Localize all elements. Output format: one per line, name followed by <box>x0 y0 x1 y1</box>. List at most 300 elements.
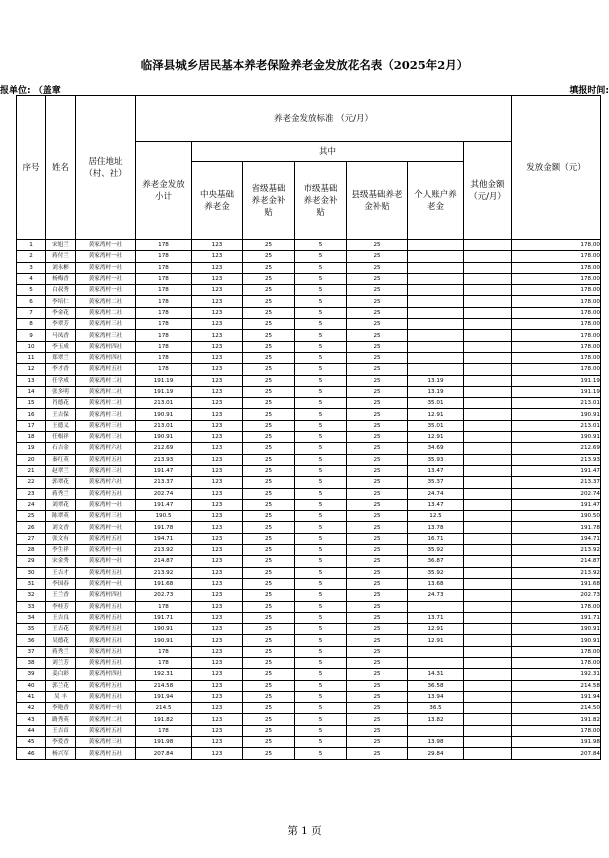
provincial-cell: 25 <box>243 680 295 691</box>
address-cell: 黄家湾村五社 <box>76 624 136 635</box>
seq-cell: 39 <box>17 669 46 680</box>
city-cell: 5 <box>295 703 347 714</box>
other-cell <box>464 669 512 680</box>
central-cell: 123 <box>192 477 243 488</box>
central-cell: 123 <box>192 296 243 307</box>
county-cell: 25 <box>347 307 408 318</box>
provincial-cell: 25 <box>243 578 295 589</box>
county-cell: 25 <box>347 409 408 420</box>
other-cell <box>464 737 512 748</box>
provincial-cell: 25 <box>243 567 295 578</box>
seq-cell: 46 <box>17 748 46 759</box>
name-cell: 王吉保 <box>46 409 76 420</box>
central-cell: 123 <box>192 364 243 375</box>
name-cell: 宋旭兰 <box>46 240 76 251</box>
name-cell: 李国春 <box>46 578 76 589</box>
subtotal-cell: 191.82 <box>136 714 192 725</box>
name-cell: 王吉花 <box>46 624 76 635</box>
central-cell: 123 <box>192 612 243 623</box>
seq-cell: 12 <box>17 364 46 375</box>
central-cell: 123 <box>192 533 243 544</box>
personal-cell <box>408 646 464 657</box>
page-number: 第 1 页 <box>287 825 322 837</box>
city-cell: 5 <box>295 273 347 284</box>
name-cell: 任学成 <box>46 375 76 386</box>
central-cell: 123 <box>192 307 243 318</box>
header-county: 县级基础养老金补贴 <box>347 162 408 240</box>
address-cell: 黄家湾村三社 <box>76 511 136 522</box>
central-cell: 123 <box>192 714 243 725</box>
name-cell: 任根祥 <box>46 432 76 443</box>
amount-cell: 207.84 <box>512 748 601 759</box>
provincial-cell: 25 <box>243 330 295 341</box>
other-cell <box>464 375 512 386</box>
name-cell: 郭兰花 <box>46 680 76 691</box>
provincial-cell: 25 <box>243 273 295 284</box>
name-cell: 肖德花 <box>46 398 76 409</box>
city-cell: 5 <box>295 522 347 533</box>
other-cell <box>464 432 512 443</box>
subtotal-cell: 190.5 <box>136 511 192 522</box>
central-cell: 123 <box>192 511 243 522</box>
table-row <box>17 703 601 714</box>
name-cell: 刘文香 <box>46 522 76 533</box>
header-subtotal: 养老金发放小计 <box>136 142 192 240</box>
subtotal-cell: 213.37 <box>136 477 192 488</box>
amount-cell: 191.68 <box>512 578 601 589</box>
address-cell: 黄家湾村五社 <box>76 364 136 375</box>
address-cell: 黄家湾村三社 <box>76 737 136 748</box>
table-row <box>17 375 601 386</box>
other-cell <box>464 296 512 307</box>
address-cell: 黄家湾村一社 <box>76 251 136 262</box>
city-cell: 5 <box>295 578 347 589</box>
other-cell <box>464 601 512 612</box>
seq-cell: 9 <box>17 330 46 341</box>
table-row <box>17 612 601 623</box>
county-cell: 25 <box>347 533 408 544</box>
personal-cell: 35.01 <box>408 398 464 409</box>
personal-cell <box>408 725 464 736</box>
personal-cell <box>408 341 464 352</box>
subtotal-cell: 178 <box>136 240 192 251</box>
amount-cell: 191.47 <box>512 465 601 476</box>
subtotal-cell: 214.87 <box>136 556 192 567</box>
personal-cell: 13.47 <box>408 465 464 476</box>
provincial-cell: 25 <box>243 522 295 533</box>
seq-cell: 22 <box>17 477 46 488</box>
personal-cell <box>408 364 464 375</box>
table-row <box>17 488 601 499</box>
subtotal-cell: 178 <box>136 364 192 375</box>
provincial-cell: 25 <box>243 725 295 736</box>
amount-cell: 178.00 <box>512 285 601 296</box>
subtotal-cell: 214.58 <box>136 680 192 691</box>
city-cell: 5 <box>295 262 347 273</box>
city-cell: 5 <box>295 737 347 748</box>
personal-cell: 12.91 <box>408 635 464 646</box>
central-cell: 123 <box>192 578 243 589</box>
name-cell: 王吉才 <box>46 567 76 578</box>
county-cell: 25 <box>347 511 408 522</box>
other-cell <box>464 251 512 262</box>
seq-cell: 32 <box>17 590 46 601</box>
county-cell: 25 <box>347 273 408 284</box>
address-cell: 黄家湾村二社 <box>76 714 136 725</box>
seq-cell: 11 <box>17 352 46 363</box>
table-row <box>17 296 601 307</box>
address-cell: 黄家湾村五社 <box>76 646 136 657</box>
central-cell: 123 <box>192 657 243 668</box>
seq-cell: 44 <box>17 725 46 736</box>
seq-cell: 4 <box>17 273 46 284</box>
city-cell: 5 <box>295 375 347 386</box>
seq-cell: 8 <box>17 319 46 330</box>
amount-cell: 191.98 <box>512 737 601 748</box>
table-row <box>17 307 601 318</box>
county-cell: 25 <box>347 578 408 589</box>
reporting-unit-label: 报单位: （盖章 <box>0 86 61 96</box>
seq-cell: 27 <box>17 533 46 544</box>
subtotal-cell: 178 <box>136 352 192 363</box>
subtotal-cell: 178 <box>136 319 192 330</box>
county-cell: 25 <box>347 262 408 273</box>
city-cell: 5 <box>295 612 347 623</box>
amount-cell: 191.19 <box>512 375 601 386</box>
seq-cell: 30 <box>17 567 46 578</box>
subtotal-cell: 191.47 <box>136 499 192 510</box>
city-cell: 5 <box>295 398 347 409</box>
seq-cell: 1 <box>17 240 46 251</box>
other-cell <box>464 352 512 363</box>
name-cell: 刘兰芳 <box>46 657 76 668</box>
amount-cell: 213.37 <box>512 477 601 488</box>
county-cell: 25 <box>347 657 408 668</box>
table-row <box>17 319 601 330</box>
name-cell: 刘永彬 <box>46 262 76 273</box>
seq-cell: 33 <box>17 601 46 612</box>
county-cell: 25 <box>347 240 408 251</box>
name-cell: 李爱香 <box>46 737 76 748</box>
name-cell: 张文有 <box>46 533 76 544</box>
personal-cell <box>408 657 464 668</box>
county-cell: 25 <box>347 691 408 702</box>
provincial-cell: 25 <box>243 375 295 386</box>
provincial-cell: 25 <box>243 341 295 352</box>
amount-cell: 190.91 <box>512 432 601 443</box>
central-cell: 123 <box>192 386 243 397</box>
table-row <box>17 273 601 284</box>
other-cell <box>464 386 512 397</box>
table-row <box>17 240 601 251</box>
county-cell: 25 <box>347 748 408 759</box>
address-cell: 黄家湾村四社 <box>76 341 136 352</box>
provincial-cell: 25 <box>243 612 295 623</box>
table-row <box>17 409 601 420</box>
seq-cell: 34 <box>17 612 46 623</box>
name-cell: 蒋秀兰 <box>46 646 76 657</box>
other-cell <box>464 341 512 352</box>
seq-cell: 2 <box>17 251 46 262</box>
central-cell: 123 <box>192 251 243 262</box>
amount-cell: 202.74 <box>512 488 601 499</box>
seq-cell: 14 <box>17 386 46 397</box>
subtotal-cell: 192.31 <box>136 669 192 680</box>
central-cell: 123 <box>192 273 243 284</box>
personal-cell: 13.71 <box>408 612 464 623</box>
central-cell: 123 <box>192 669 243 680</box>
amount-cell: 178.00 <box>512 341 601 352</box>
amount-cell: 178.00 <box>512 240 601 251</box>
personal-cell: 12.91 <box>408 432 464 443</box>
provincial-cell: 25 <box>243 657 295 668</box>
table-row <box>17 556 601 567</box>
personal-cell <box>408 273 464 284</box>
central-cell: 123 <box>192 601 243 612</box>
central-cell: 123 <box>192 454 243 465</box>
table-row <box>17 420 601 431</box>
personal-cell <box>408 307 464 318</box>
subtotal-cell: 191.47 <box>136 465 192 476</box>
county-cell: 25 <box>347 601 408 612</box>
amount-cell: 190.50 <box>512 511 601 522</box>
other-cell <box>464 567 512 578</box>
provincial-cell: 25 <box>243 307 295 318</box>
seq-cell: 41 <box>17 691 46 702</box>
amount-cell: 213.01 <box>512 398 601 409</box>
central-cell: 123 <box>192 590 243 601</box>
subtotal-cell: 190.91 <box>136 432 192 443</box>
seq-cell: 24 <box>17 499 46 510</box>
address-cell: 黄家湾村三社 <box>76 465 136 476</box>
name-cell: 吴 丰 <box>46 691 76 702</box>
city-cell: 5 <box>295 330 347 341</box>
amount-cell: 213.92 <box>512 545 601 556</box>
central-cell: 123 <box>192 330 243 341</box>
amount-cell: 178.00 <box>512 352 601 363</box>
provincial-cell: 25 <box>243 352 295 363</box>
table-row <box>17 499 601 510</box>
provincial-cell: 25 <box>243 511 295 522</box>
amount-cell: 214.87 <box>512 556 601 567</box>
personal-cell: 35.37 <box>408 477 464 488</box>
central-cell: 123 <box>192 443 243 454</box>
name-cell: 王兰香 <box>46 590 76 601</box>
personal-cell <box>408 296 464 307</box>
provincial-cell: 25 <box>243 624 295 635</box>
amount-cell: 191.94 <box>512 691 601 702</box>
personal-cell: 12.91 <box>408 409 464 420</box>
subtotal-cell: 190.91 <box>136 409 192 420</box>
name-cell: 刘翠花 <box>46 499 76 510</box>
name-cell: 郑翠兰 <box>46 352 76 363</box>
table-row <box>17 635 601 646</box>
other-cell <box>464 465 512 476</box>
provincial-cell: 25 <box>243 240 295 251</box>
subtotal-cell: 213.01 <box>136 398 192 409</box>
city-cell: 5 <box>295 748 347 759</box>
personal-cell: 35.92 <box>408 545 464 556</box>
address-cell: 黄家湾村三社 <box>76 409 136 420</box>
provincial-cell: 25 <box>243 488 295 499</box>
seq-cell: 21 <box>17 465 46 476</box>
other-cell <box>464 714 512 725</box>
seq-cell: 17 <box>17 420 46 431</box>
central-cell: 123 <box>192 499 243 510</box>
table-row <box>17 511 601 522</box>
subtotal-cell: 191.19 <box>136 375 192 386</box>
county-cell: 25 <box>347 556 408 567</box>
table-row <box>17 477 601 488</box>
other-cell <box>464 657 512 668</box>
personal-cell: 24.74 <box>408 488 464 499</box>
central-cell: 123 <box>192 680 243 691</box>
other-cell <box>464 725 512 736</box>
other-cell <box>464 590 512 601</box>
county-cell: 25 <box>347 624 408 635</box>
city-cell: 5 <box>295 533 347 544</box>
name-cell: 张多明 <box>46 386 76 397</box>
address-cell: 黄家湾村一社 <box>76 285 136 296</box>
city-cell: 5 <box>295 477 347 488</box>
subtotal-cell: 213.92 <box>136 545 192 556</box>
county-cell: 25 <box>347 375 408 386</box>
subtotal-cell: 191.68 <box>136 578 192 589</box>
other-cell <box>464 330 512 341</box>
amount-cell: 178.00 <box>512 296 601 307</box>
other-cell <box>464 680 512 691</box>
personal-cell: 12.91 <box>408 624 464 635</box>
provincial-cell: 25 <box>243 319 295 330</box>
subtotal-cell: 214.5 <box>136 703 192 714</box>
other-cell <box>464 545 512 556</box>
city-cell: 5 <box>295 511 347 522</box>
seq-cell: 16 <box>17 409 46 420</box>
subtotal-cell: 178 <box>136 725 192 736</box>
subtotal-cell: 178 <box>136 251 192 262</box>
provincial-cell: 25 <box>243 748 295 759</box>
city-cell: 5 <box>295 499 347 510</box>
other-cell <box>464 273 512 284</box>
table-row <box>17 364 601 375</box>
name-cell: 吴德花 <box>46 635 76 646</box>
table-row <box>17 657 601 668</box>
pension-roster-table <box>16 95 601 760</box>
roster-body <box>17 240 601 760</box>
name-cell: 李桂芳 <box>46 601 76 612</box>
address-cell: 黄家湾村四社 <box>76 590 136 601</box>
central-cell: 123 <box>192 635 243 646</box>
table-row <box>17 251 601 262</box>
subtotal-cell: 191.98 <box>136 737 192 748</box>
subtotal-cell: 178 <box>136 646 192 657</box>
subtotal-cell: 191.19 <box>136 386 192 397</box>
other-cell <box>464 319 512 330</box>
table-row <box>17 691 601 702</box>
seq-cell: 19 <box>17 443 46 454</box>
address-cell: 黄家湾村五社 <box>76 691 136 702</box>
address-cell: 黄家湾村二社 <box>76 375 136 386</box>
provincial-cell: 25 <box>243 691 295 702</box>
provincial-cell: 25 <box>243 499 295 510</box>
city-cell: 5 <box>295 386 347 397</box>
address-cell: 黄家湾村五社 <box>76 748 136 759</box>
central-cell: 123 <box>192 341 243 352</box>
seq-cell: 20 <box>17 454 46 465</box>
table-row <box>17 330 601 341</box>
amount-cell: 178.00 <box>512 601 601 612</box>
header-seq: 序号 <box>17 96 46 240</box>
county-cell: 25 <box>347 680 408 691</box>
county-cell: 25 <box>347 522 408 533</box>
name-cell: 王吉首 <box>46 725 76 736</box>
amount-cell: 202.73 <box>512 590 601 601</box>
amount-cell: 192.31 <box>512 669 601 680</box>
provincial-cell: 25 <box>243 386 295 397</box>
header-name: 姓名 <box>46 96 76 240</box>
seq-cell: 28 <box>17 545 46 556</box>
provincial-cell: 25 <box>243 477 295 488</box>
provincial-cell: 25 <box>243 556 295 567</box>
personal-cell: 13.82 <box>408 714 464 725</box>
name-cell: 白叔秀 <box>46 285 76 296</box>
city-cell: 5 <box>295 296 347 307</box>
city-cell: 5 <box>295 409 347 420</box>
city-cell: 5 <box>295 601 347 612</box>
seq-cell: 3 <box>17 262 46 273</box>
city-cell: 5 <box>295 341 347 352</box>
amount-cell: 178.00 <box>512 319 601 330</box>
seq-cell: 5 <box>17 285 46 296</box>
table-row <box>17 533 601 544</box>
name-cell: 李培仁 <box>46 296 76 307</box>
central-cell: 123 <box>192 398 243 409</box>
amount-cell: 178.00 <box>512 262 601 273</box>
address-cell: 黄家湾村五社 <box>76 488 136 499</box>
table-row <box>17 352 601 363</box>
table-row <box>17 522 601 533</box>
central-cell: 123 <box>192 522 243 533</box>
fill-time-label: 填报时间: <box>569 86 609 96</box>
city-cell: 5 <box>295 443 347 454</box>
address-cell: 黄家湾村三社 <box>76 319 136 330</box>
other-cell <box>464 364 512 375</box>
seq-cell: 25 <box>17 511 46 522</box>
name-cell: 杨兴军 <box>46 748 76 759</box>
provincial-cell: 25 <box>243 545 295 556</box>
amount-cell: 178.00 <box>512 725 601 736</box>
table-row <box>17 454 601 465</box>
name-cell: 宋金秀 <box>46 556 76 567</box>
address-cell: 黄家湾村五社 <box>76 567 136 578</box>
amount-cell: 191.19 <box>512 386 601 397</box>
address-cell: 黄家湾村五社 <box>76 635 136 646</box>
other-cell <box>464 635 512 646</box>
subtotal-cell: 190.91 <box>136 635 192 646</box>
address-cell: 黄家湾村三社 <box>76 330 136 341</box>
name-cell: 赵翠兰 <box>46 465 76 476</box>
city-cell: 5 <box>295 567 347 578</box>
personal-cell <box>408 285 464 296</box>
central-cell: 123 <box>192 567 243 578</box>
other-cell <box>464 454 512 465</box>
subtotal-cell: 191.78 <box>136 522 192 533</box>
seq-cell: 15 <box>17 398 46 409</box>
amount-cell: 178.00 <box>512 273 601 284</box>
city-cell: 5 <box>295 590 347 601</box>
county-cell: 25 <box>347 714 408 725</box>
central-cell: 123 <box>192 352 243 363</box>
